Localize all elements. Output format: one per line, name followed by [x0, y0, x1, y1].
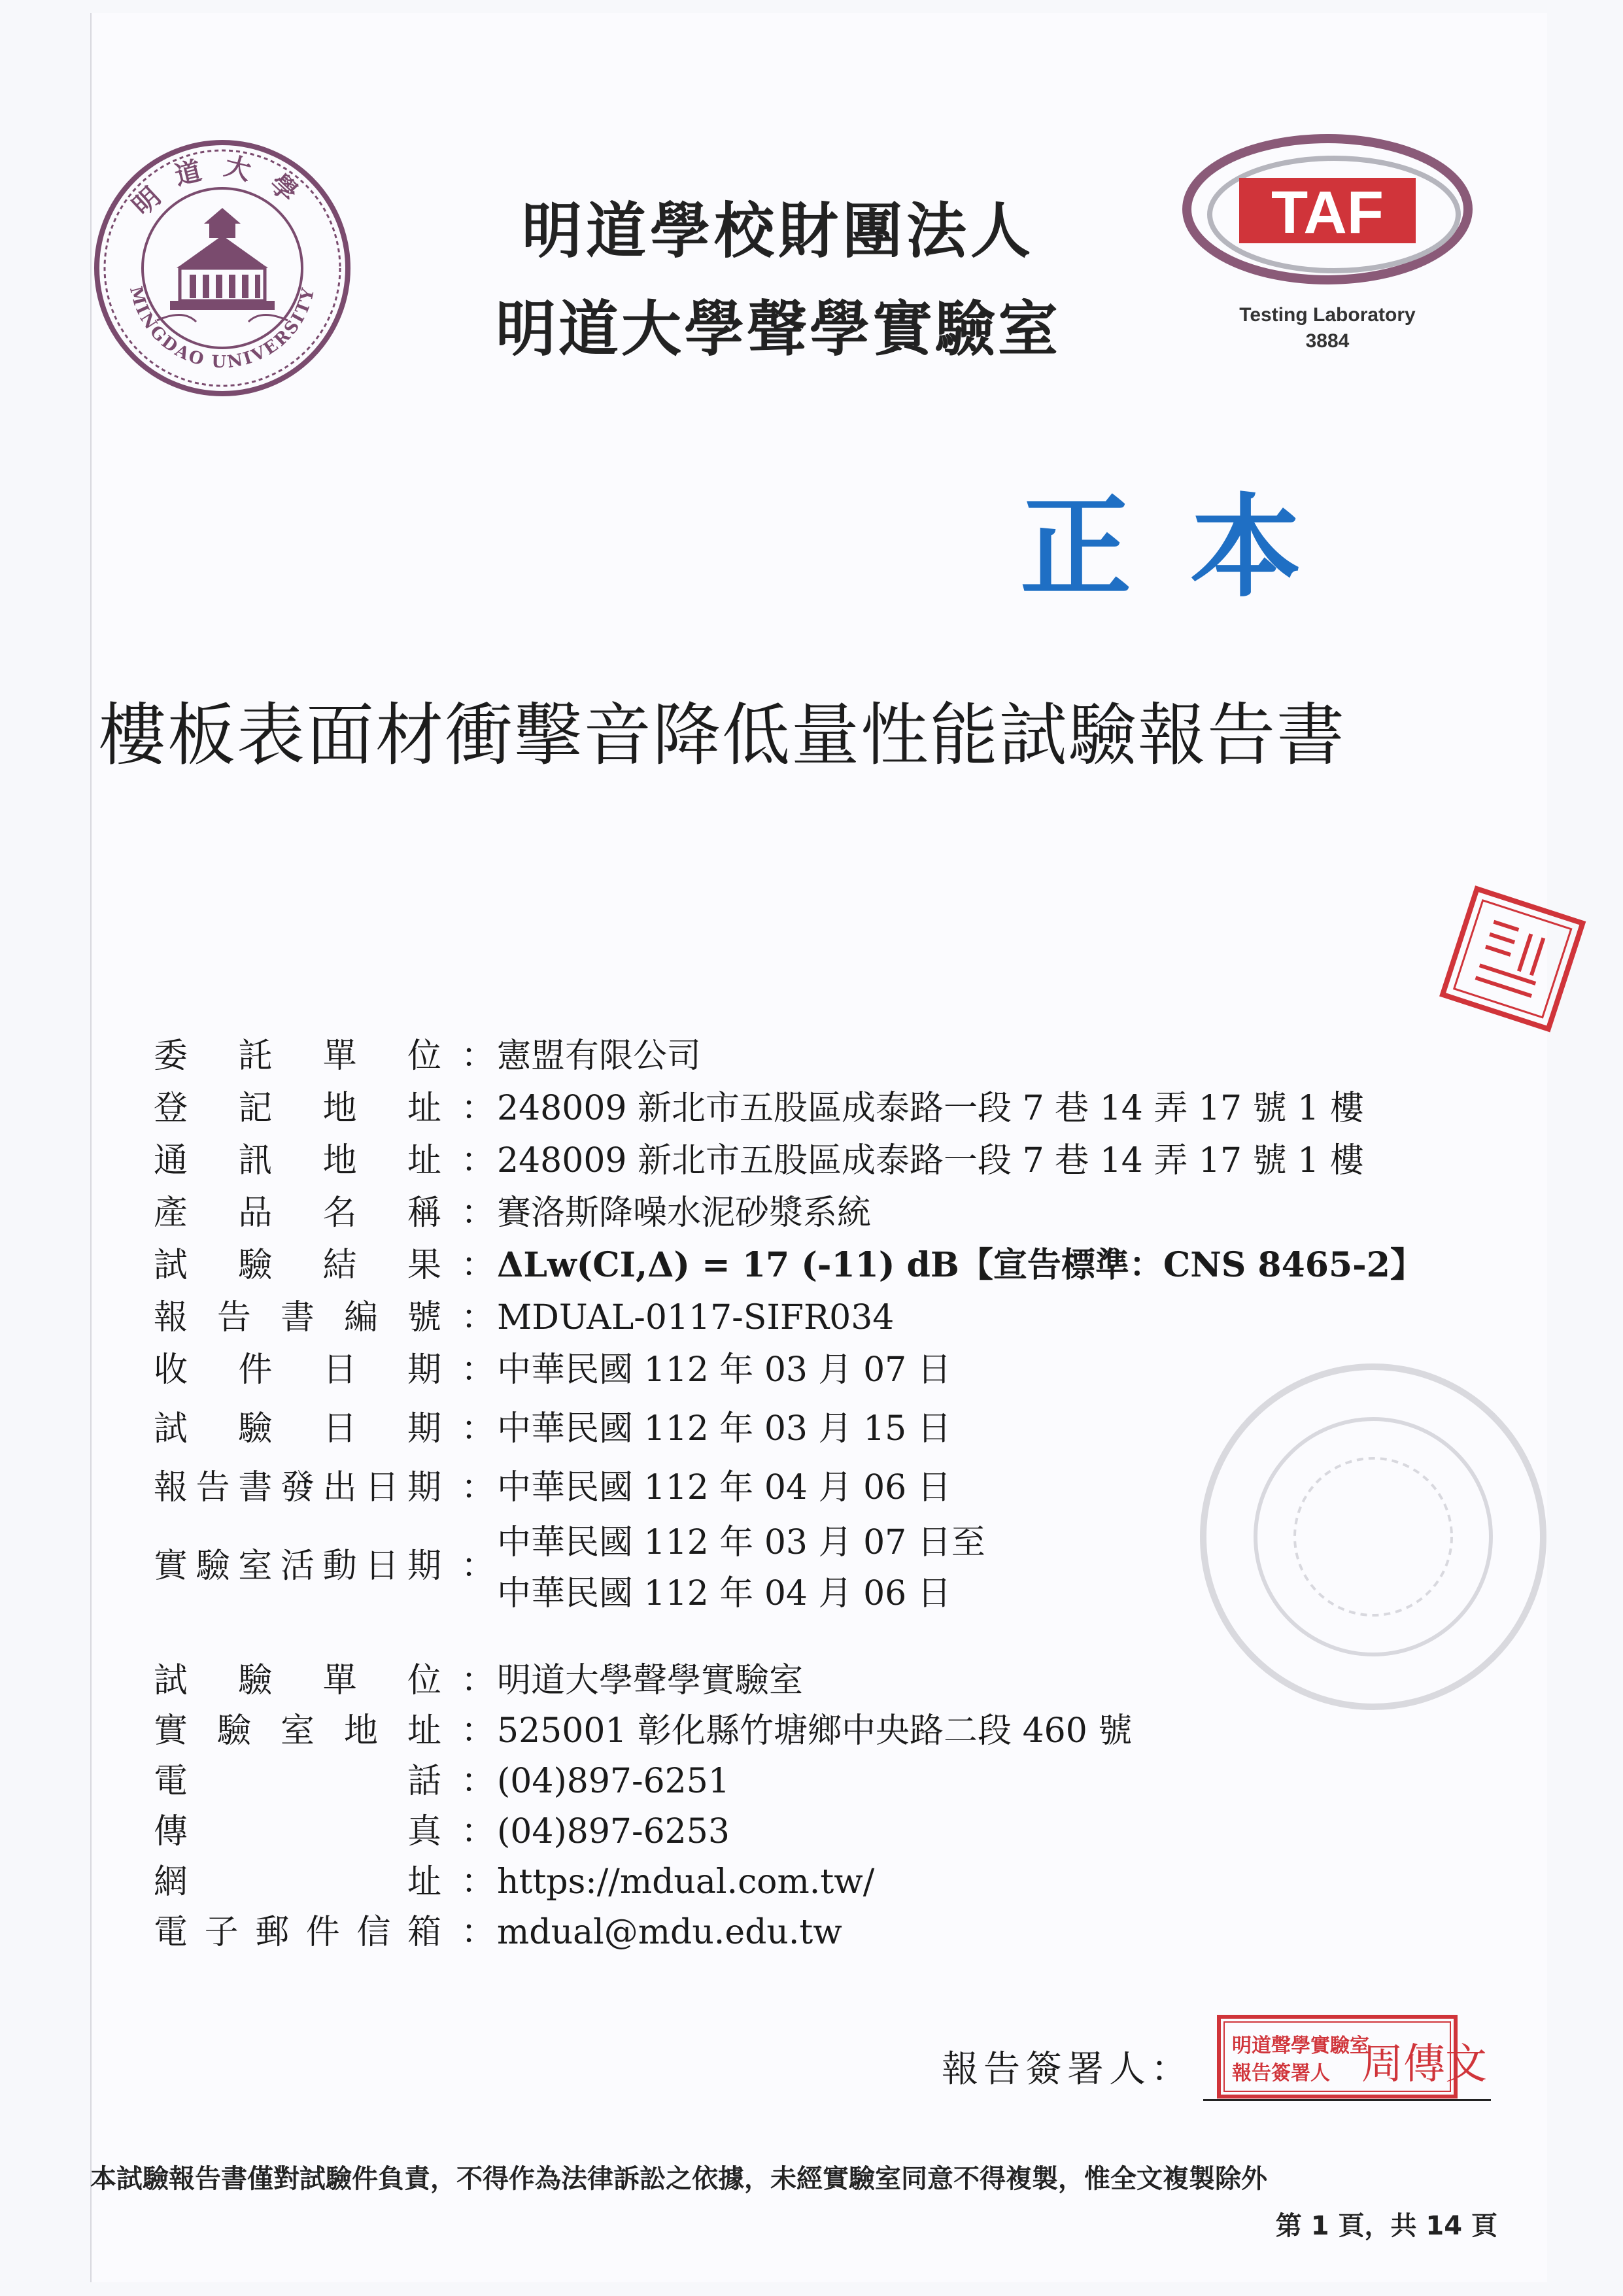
- label-char: 品: [238, 1193, 273, 1233]
- label-char: 動: [322, 1547, 357, 1586]
- info-label: [154, 1406, 441, 1452]
- info-label: [154, 1347, 441, 1393]
- info-label: [154, 1910, 441, 1955]
- label-char: 址: [407, 1089, 441, 1128]
- label-char: 址: [407, 1141, 441, 1180]
- signer-seal-stamp: [1216, 2014, 1487, 2099]
- info-label: [154, 1708, 441, 1754]
- label-char: 期: [407, 1468, 441, 1507]
- signer-label: 報告簽署人：: [942, 2048, 1193, 2091]
- email-link[interactable]: mdual@mdu.edu.tw: [497, 1913, 842, 1952]
- activity-start-date: 中華民國 112 年 03 月 07 日至: [497, 1523, 985, 1562]
- label-char: 結: [322, 1246, 357, 1285]
- svg-text:TAF: TAF: [1271, 179, 1384, 246]
- info-value: 中華民國 112 年 04 月 06 日: [497, 1468, 951, 1507]
- organization-name: 明道學校財團法人: [521, 196, 1034, 266]
- label-char: 地: [322, 1089, 357, 1128]
- label-char: 期: [407, 1409, 441, 1448]
- label-char: 書: [238, 1468, 273, 1507]
- label-char: 實: [154, 1547, 188, 1586]
- label-char: 地: [343, 1711, 378, 1751]
- activity-end-date: 中華民國 112 年 04 月 06 日: [497, 1574, 951, 1613]
- label-char: 電: [154, 1762, 188, 1801]
- info-label: [154, 1859, 441, 1905]
- label-char: 報: [154, 1468, 188, 1507]
- label-char: 果: [407, 1246, 441, 1285]
- label-char: 託: [238, 1037, 273, 1076]
- label-char: 告: [216, 1298, 251, 1337]
- info-value: (04)897-6253: [497, 1812, 730, 1851]
- info-label: [154, 1658, 441, 1704]
- info-value: 中華民國 112 年 03 月 07 日: [497, 1350, 951, 1390]
- label-char: 址: [407, 1711, 441, 1751]
- info-label: [154, 1295, 441, 1341]
- label-char: 件: [305, 1913, 340, 1952]
- info-label: [154, 1809, 441, 1855]
- svg-text:報告簽署人: 報告簽署人: [1232, 2062, 1330, 2085]
- info-label: [154, 1242, 441, 1288]
- info-value: [497, 1517, 985, 1619]
- svg-text:明道大學: 明道大學: [127, 150, 318, 222]
- label-char: 試: [154, 1409, 188, 1448]
- label-char: 稱: [407, 1193, 441, 1233]
- page-number: 第 1 頁，共 14 頁: [1275, 2211, 1497, 2241]
- label-char: 位: [407, 1037, 441, 1076]
- label-char: 位: [407, 1661, 441, 1700]
- label-char: 記: [238, 1089, 273, 1128]
- taf-caption: [1177, 302, 1478, 354]
- label-char: 單: [322, 1037, 357, 1076]
- label-char: 日: [365, 1468, 400, 1507]
- label-char: 驗: [238, 1409, 273, 1448]
- label-char: 室: [280, 1711, 315, 1751]
- label-char: 室: [238, 1547, 273, 1586]
- label-char: 報: [154, 1298, 188, 1337]
- label-char: 地: [322, 1141, 357, 1180]
- label-char: 通: [154, 1141, 188, 1180]
- label-char: 產: [154, 1193, 188, 1233]
- label-char: 編: [343, 1298, 378, 1337]
- label-char: 試: [154, 1661, 188, 1700]
- label-char: 電: [154, 1913, 188, 1952]
- label-char: 發: [280, 1468, 315, 1507]
- taf-caption-number: 3884: [1305, 330, 1350, 352]
- label-char: 書: [280, 1298, 315, 1337]
- taf-caption-line1: Testing Laboratory: [1239, 304, 1416, 326]
- info-label: [154, 1758, 441, 1804]
- info-value: 中華民國 112 年 03 月 15 日: [497, 1409, 951, 1448]
- label-char: 驗: [238, 1246, 273, 1285]
- label-char: 址: [407, 1862, 441, 1902]
- label-char: 驗: [238, 1661, 273, 1700]
- info-label: [154, 1086, 441, 1131]
- label-char: 訊: [238, 1141, 273, 1180]
- label-char: 日: [365, 1547, 400, 1586]
- label-char: 驗: [196, 1547, 230, 1586]
- label-char: 活: [280, 1547, 315, 1586]
- info-label: [154, 1465, 441, 1511]
- corner-seal-stamp: [1445, 889, 1576, 1020]
- label-char: 箱: [407, 1913, 441, 1952]
- label-char: 名: [322, 1193, 357, 1233]
- svg-text:MINGDAO UNIVERSITY: MINGDAO UNIVERSITY: [125, 284, 319, 373]
- info-value: 憲盟有限公司: [497, 1037, 702, 1076]
- label-char: 收: [154, 1350, 188, 1390]
- embossed-seal-watermark: [1190, 1354, 1556, 1720]
- label-char: 信: [356, 1913, 391, 1952]
- label-char: 驗: [216, 1711, 251, 1751]
- info-value: 賽洛斯降噪水泥砂漿系統: [497, 1193, 872, 1233]
- svg-text:明道聲學實驗室: 明道聲學實驗室: [1232, 2034, 1369, 2057]
- label-char: 網: [154, 1862, 188, 1902]
- label-char: 實: [154, 1711, 188, 1751]
- info-label: [154, 1138, 441, 1184]
- info-label: [154, 1190, 441, 1236]
- label-char: 日: [322, 1350, 357, 1390]
- signature-line: [1203, 2099, 1491, 2101]
- laboratory-name: 明道大學聲學實驗室: [495, 294, 1061, 364]
- label-char: 期: [407, 1350, 441, 1390]
- report-title: 樓板表面材衝擊音降低量性能試驗報告書: [98, 695, 1346, 775]
- info-value: MDUAL-0117-SIFR034: [497, 1298, 895, 1337]
- label-char: 郵: [255, 1913, 290, 1952]
- info-value: 248009 新北市五股區成泰路一段 7 巷 14 弄 17 號 1 樓: [497, 1141, 1364, 1180]
- label-char: 日: [322, 1409, 357, 1448]
- info-value: 248009 新北市五股區成泰路一段 7 巷 14 弄 17 號 1 樓: [497, 1089, 1364, 1128]
- info-label: [154, 1543, 441, 1589]
- label-char: 子: [204, 1913, 239, 1952]
- original-copy-stamp: 正本: [1019, 482, 1360, 613]
- label-char: 委: [154, 1037, 188, 1076]
- label-char: 傳: [154, 1812, 188, 1851]
- label-char: 真: [407, 1812, 441, 1851]
- info-label: [154, 1033, 441, 1079]
- label-char: 話: [407, 1762, 441, 1801]
- footer-disclaimer: 本試驗報告書僅對試驗件負責，不得作為法律訴訟之依據，未經實驗室同意不得複製，惟全文複製除外: [90, 2164, 1267, 2194]
- info-value: 明道大學聲學實驗室: [497, 1661, 804, 1700]
- info-value: ΔLw(CI,Δ) = 17 (-11) dB【宣告標準：CNS 8465-2】: [497, 1245, 1424, 1285]
- label-char: 登: [154, 1089, 188, 1128]
- university-seal-logo: [92, 137, 353, 399]
- label-char: 期: [407, 1547, 441, 1586]
- label-char: 出: [322, 1468, 357, 1507]
- info-value: 525001 彰化縣竹塘鄉中央路二段 460 號: [497, 1711, 1133, 1751]
- svg-text:周傳文: 周傳文: [1361, 2040, 1487, 2089]
- label-char: 試: [154, 1246, 188, 1285]
- label-char: 告: [196, 1468, 230, 1507]
- label-char: 件: [238, 1350, 273, 1390]
- label-char: 號: [407, 1298, 441, 1337]
- taf-accreditation-logo: [1177, 131, 1478, 301]
- info-value: (04)897-6251: [497, 1762, 730, 1801]
- website-link[interactable]: https://mdual.com.tw/: [497, 1862, 875, 1902]
- label-char: 單: [322, 1661, 357, 1700]
